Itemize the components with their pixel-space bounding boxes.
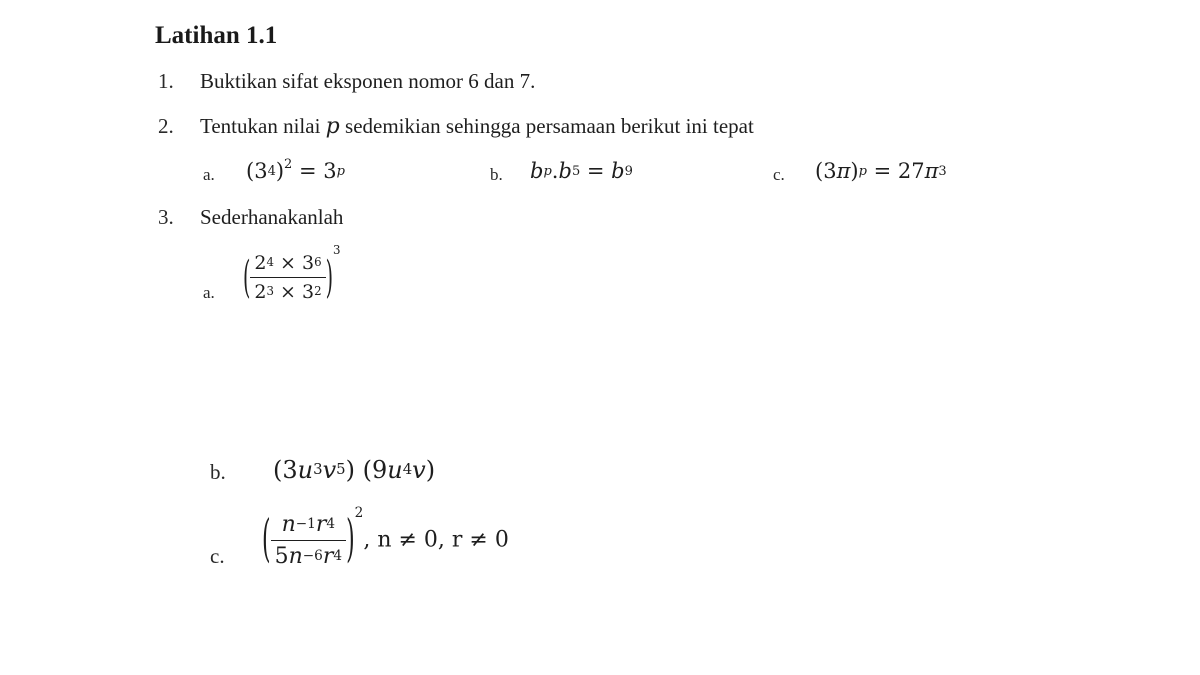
question-3c-expression: ( $\frac{n^{-1}r^4}{5n^{-6}r^4}$ )$^2$, n ≠ 0, r ≠ 0 (262, 504, 509, 570)
question-2a-label: a. (203, 165, 215, 184)
question-2-text-before: Tentukan nilai (200, 114, 321, 138)
question-3-text: Sederhanakanlah (200, 205, 344, 229)
question-2b-label: b. (490, 165, 503, 184)
question-2-text (200, 114, 754, 139)
question-2-text-after: sedemikian sehingga persamaan berikut ini tepat (345, 114, 754, 138)
question-2a-equation: $(3^4)^2 = 3^p$ (246, 157, 345, 183)
question-2b-equation: $b^p.b^5 = b^9$ (530, 159, 633, 183)
question-3b-label: b. (210, 460, 226, 484)
question-3-number: 3. (158, 205, 174, 229)
question-3a-expression: ( $\frac{2^4 \times 3^6}{2^3 \times 3^2}$ )$^3$ (243, 243, 341, 303)
question-2c-label: c. (773, 165, 785, 184)
question-1-number: 1. (158, 69, 174, 93)
question-3b-expression: $(3u^3v^5)$ $(9u^4v)$ (273, 456, 436, 484)
question-1-text: Buktikan sifat eksponen nomor 6 dan 7. (200, 69, 536, 93)
question-3a-label: a. (203, 283, 215, 302)
page-title: Latihan 1.1 (155, 22, 278, 49)
question-2-variable: p (325, 114, 340, 139)
question-2-number: 2. (158, 114, 174, 138)
question-2c-equation: $(3\pi)^p = 27\pi^3$ (815, 159, 947, 183)
question-3c-condition: , n ≠ 0, r ≠ 0 (363, 527, 509, 553)
question-3c-label: c. (210, 544, 225, 568)
